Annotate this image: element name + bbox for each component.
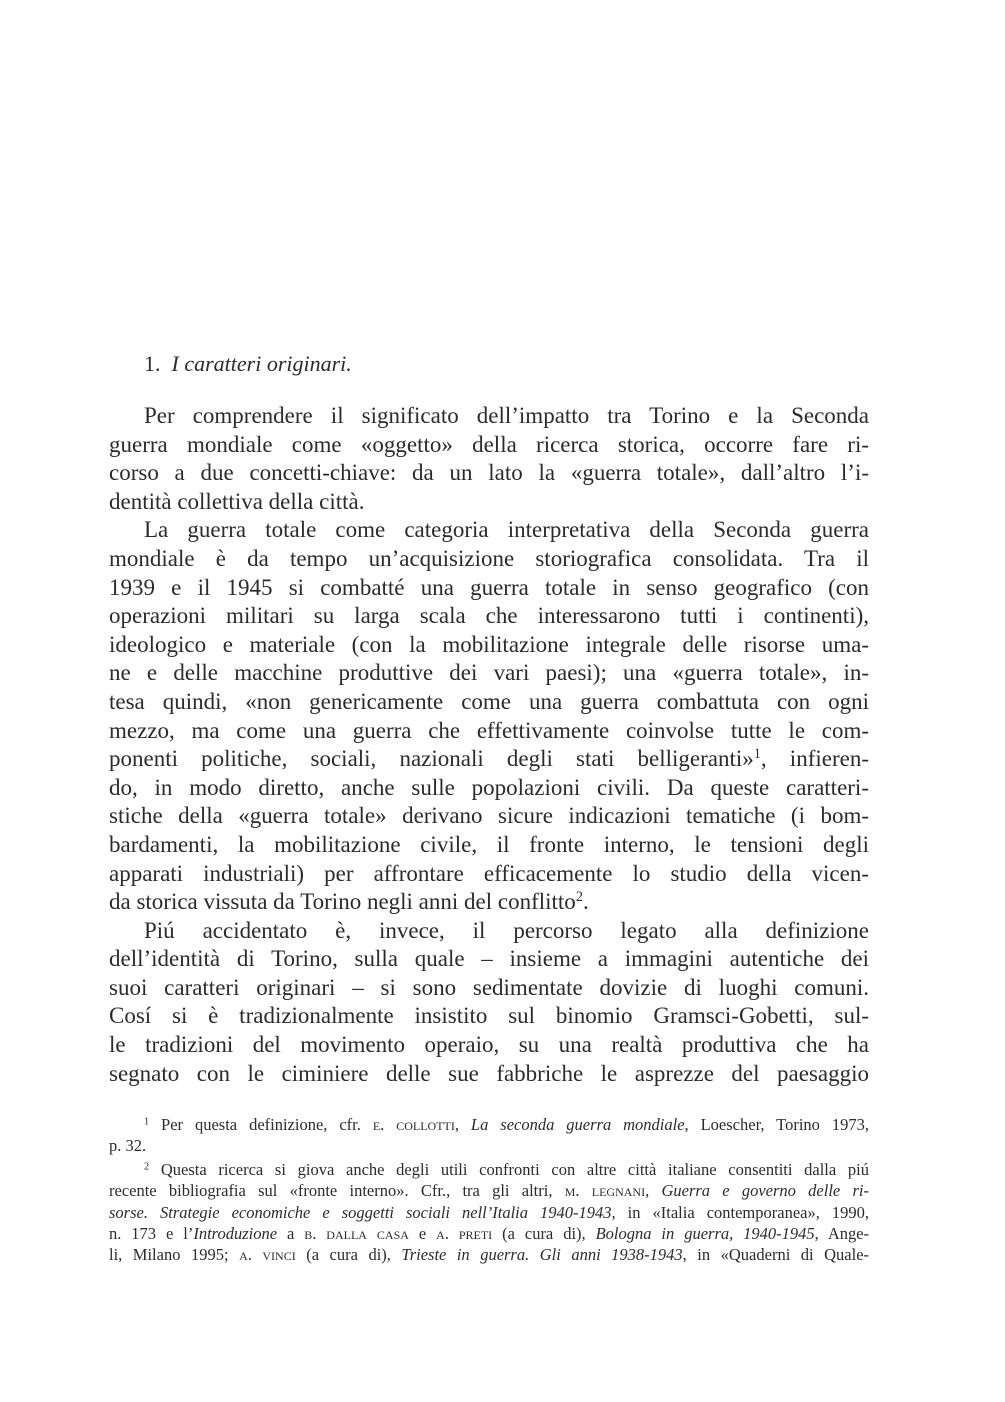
line-text: , infieren- xyxy=(760,746,869,772)
line-text: da storica vissuta da Torino negli anni del conflitto xyxy=(109,889,576,915)
paragraph-line: Per comprendere il significato dell’impatto tra Torino e la Seconda xyxy=(144,403,869,428)
footnote-text: , in «Quaderni di Quale- xyxy=(682,1245,870,1265)
paragraph-line: ne e delle macchine produttive dei vari paesi); una «guerra totale», in- xyxy=(109,660,869,686)
footnote-title: sorse. Strategie economiche e soggetti sociali nell’Italia 1940-1943 xyxy=(109,1202,612,1222)
footnote-author: a. vinci xyxy=(239,1245,296,1265)
footnote-title: Bologna in guerra, 1940-1945 xyxy=(595,1223,815,1243)
footnote-2 xyxy=(109,1159,869,1180)
paragraph-line: Cosí si è tradizionalmente insistito sul binomio Gramsci-Gobetti, sul- xyxy=(109,1003,869,1029)
footnote-line xyxy=(109,1223,869,1244)
paragraph-line xyxy=(109,745,869,774)
footnote-1 xyxy=(109,1114,869,1135)
line-text: ponenti politiche, sociali, nazionali degli stati belligeranti» xyxy=(109,746,754,772)
footnote-text: n. 173 e l’ xyxy=(109,1223,194,1243)
footnote-text: e xyxy=(408,1223,427,1243)
paragraph-line: apparati industriali) per affrontare efficacemente lo studio della vicen- xyxy=(109,860,869,886)
footnote-text: (a cura di), xyxy=(295,1245,391,1265)
footnote-author: e. collotti, xyxy=(372,1115,459,1134)
footnote-text: a xyxy=(277,1223,295,1243)
footnote-line: p. 32. xyxy=(109,1136,147,1156)
paragraph-line: mondiale è da tempo un’acquisizione storiografica consolidata. Tra il xyxy=(109,545,869,571)
paragraph-line: La guerra totale come categoria interpretativa della Seconda guerra xyxy=(144,517,869,543)
footnote-text: , Ange- xyxy=(814,1223,870,1243)
footnotes xyxy=(109,1114,869,1266)
paragraph-line: do, in modo diretto, anche sulle popolazioni civili. Da queste caratteri- xyxy=(109,774,869,800)
footnote-author: m. legnani, xyxy=(564,1181,650,1201)
paragraph-line: guerra mondiale come «oggetto» della ricerca storica, occorre fare ri- xyxy=(109,431,869,457)
footnote-title: Guerra e governo delle ri- xyxy=(661,1181,869,1201)
footnote-author: a. preti xyxy=(436,1223,493,1243)
section-heading xyxy=(144,350,352,378)
footnote-title: Trieste in guerra. Gli anni 1938-1943 xyxy=(401,1245,683,1265)
footnote-line xyxy=(109,1244,869,1265)
footnote-text: li, Milano 1995; xyxy=(109,1245,229,1265)
paragraph-line: segnato con le ciminiere delle sue fabbriche le asprezze del paesaggio xyxy=(109,1060,869,1086)
footnote-text: (a cura di), xyxy=(492,1223,586,1243)
footnote-title: Introduzione xyxy=(193,1223,278,1243)
footnote-text: , in «Italia contemporanea», 1990, xyxy=(611,1202,870,1222)
line-text: . xyxy=(582,889,589,915)
body-text xyxy=(109,402,869,1088)
footnote-line xyxy=(109,1180,869,1201)
footnote-text: recente bibliografia sul «fronte interno». Cfr., tra gli altri, xyxy=(109,1181,553,1201)
footnote-text: Per questa definizione, cfr. xyxy=(161,1115,361,1134)
footnote-title: La seconda guerra mondiale xyxy=(470,1115,685,1134)
paragraph-line: 1939 e il 1945 si combatté una guerra totale in senso geografico (con xyxy=(109,574,869,600)
footnote-author: b. dalla casa xyxy=(304,1223,409,1243)
footnote-mark: 2 xyxy=(144,1161,150,1173)
paragraph-line: le tradizioni del movimento operaio, su una realtà produttiva che ha xyxy=(109,1032,869,1058)
paragraph-line: dentità collettiva della città. xyxy=(109,488,365,514)
paragraph-line: bardamenti, la mobilitazione civile, il fronte interno, le tensioni degli xyxy=(109,831,869,857)
footnote-text: , Loescher, Torino 1973, xyxy=(684,1115,869,1134)
paragraph-line: dell’identità di Torino, sulla quale – insieme a immagini autentiche dei xyxy=(109,946,869,972)
footnote-line xyxy=(109,1202,869,1223)
paragraph-line: mezzo, ma come una guerra che effettivamente coinvolse tutte le com- xyxy=(109,717,869,743)
section-number: 1. xyxy=(144,351,161,376)
footnote-mark: 1 xyxy=(144,1116,150,1128)
section-title: I caratteri originari. xyxy=(171,351,352,376)
paragraph-line: tesa quindi, «non genericamente come una guerra combattuta con ogni xyxy=(109,688,869,714)
footnote-text: Questa ricerca si giova anche degli utili confronti con altre città italiane consentiti dalla piú xyxy=(160,1159,870,1179)
paragraph-line: ideologico e materiale (con la mobilitazione integrale delle risorse uma- xyxy=(109,631,869,657)
footnote-ref[interactable]: 1 xyxy=(753,746,761,763)
footnote-ref[interactable]: 2 xyxy=(575,889,583,906)
paragraph-line: stiche della «guerra totale» derivano sicure indicazioni tematiche (i bom- xyxy=(109,803,869,829)
paragraph-line: operazioni militari su larga scala che interessarono tutti i continenti), xyxy=(109,603,869,629)
paragraph-line: Piú accidentato è, invece, il percorso legato alla definizione xyxy=(144,917,869,943)
paragraph-line: corso a due concetti-chiave: da un lato la «guerra totale», dall’altro l’i- xyxy=(109,460,869,486)
paragraph-line xyxy=(109,888,869,917)
paragraph-line: suoi caratteri originari – si sono sedimentate dovizie di luoghi comuni. xyxy=(109,974,869,1000)
